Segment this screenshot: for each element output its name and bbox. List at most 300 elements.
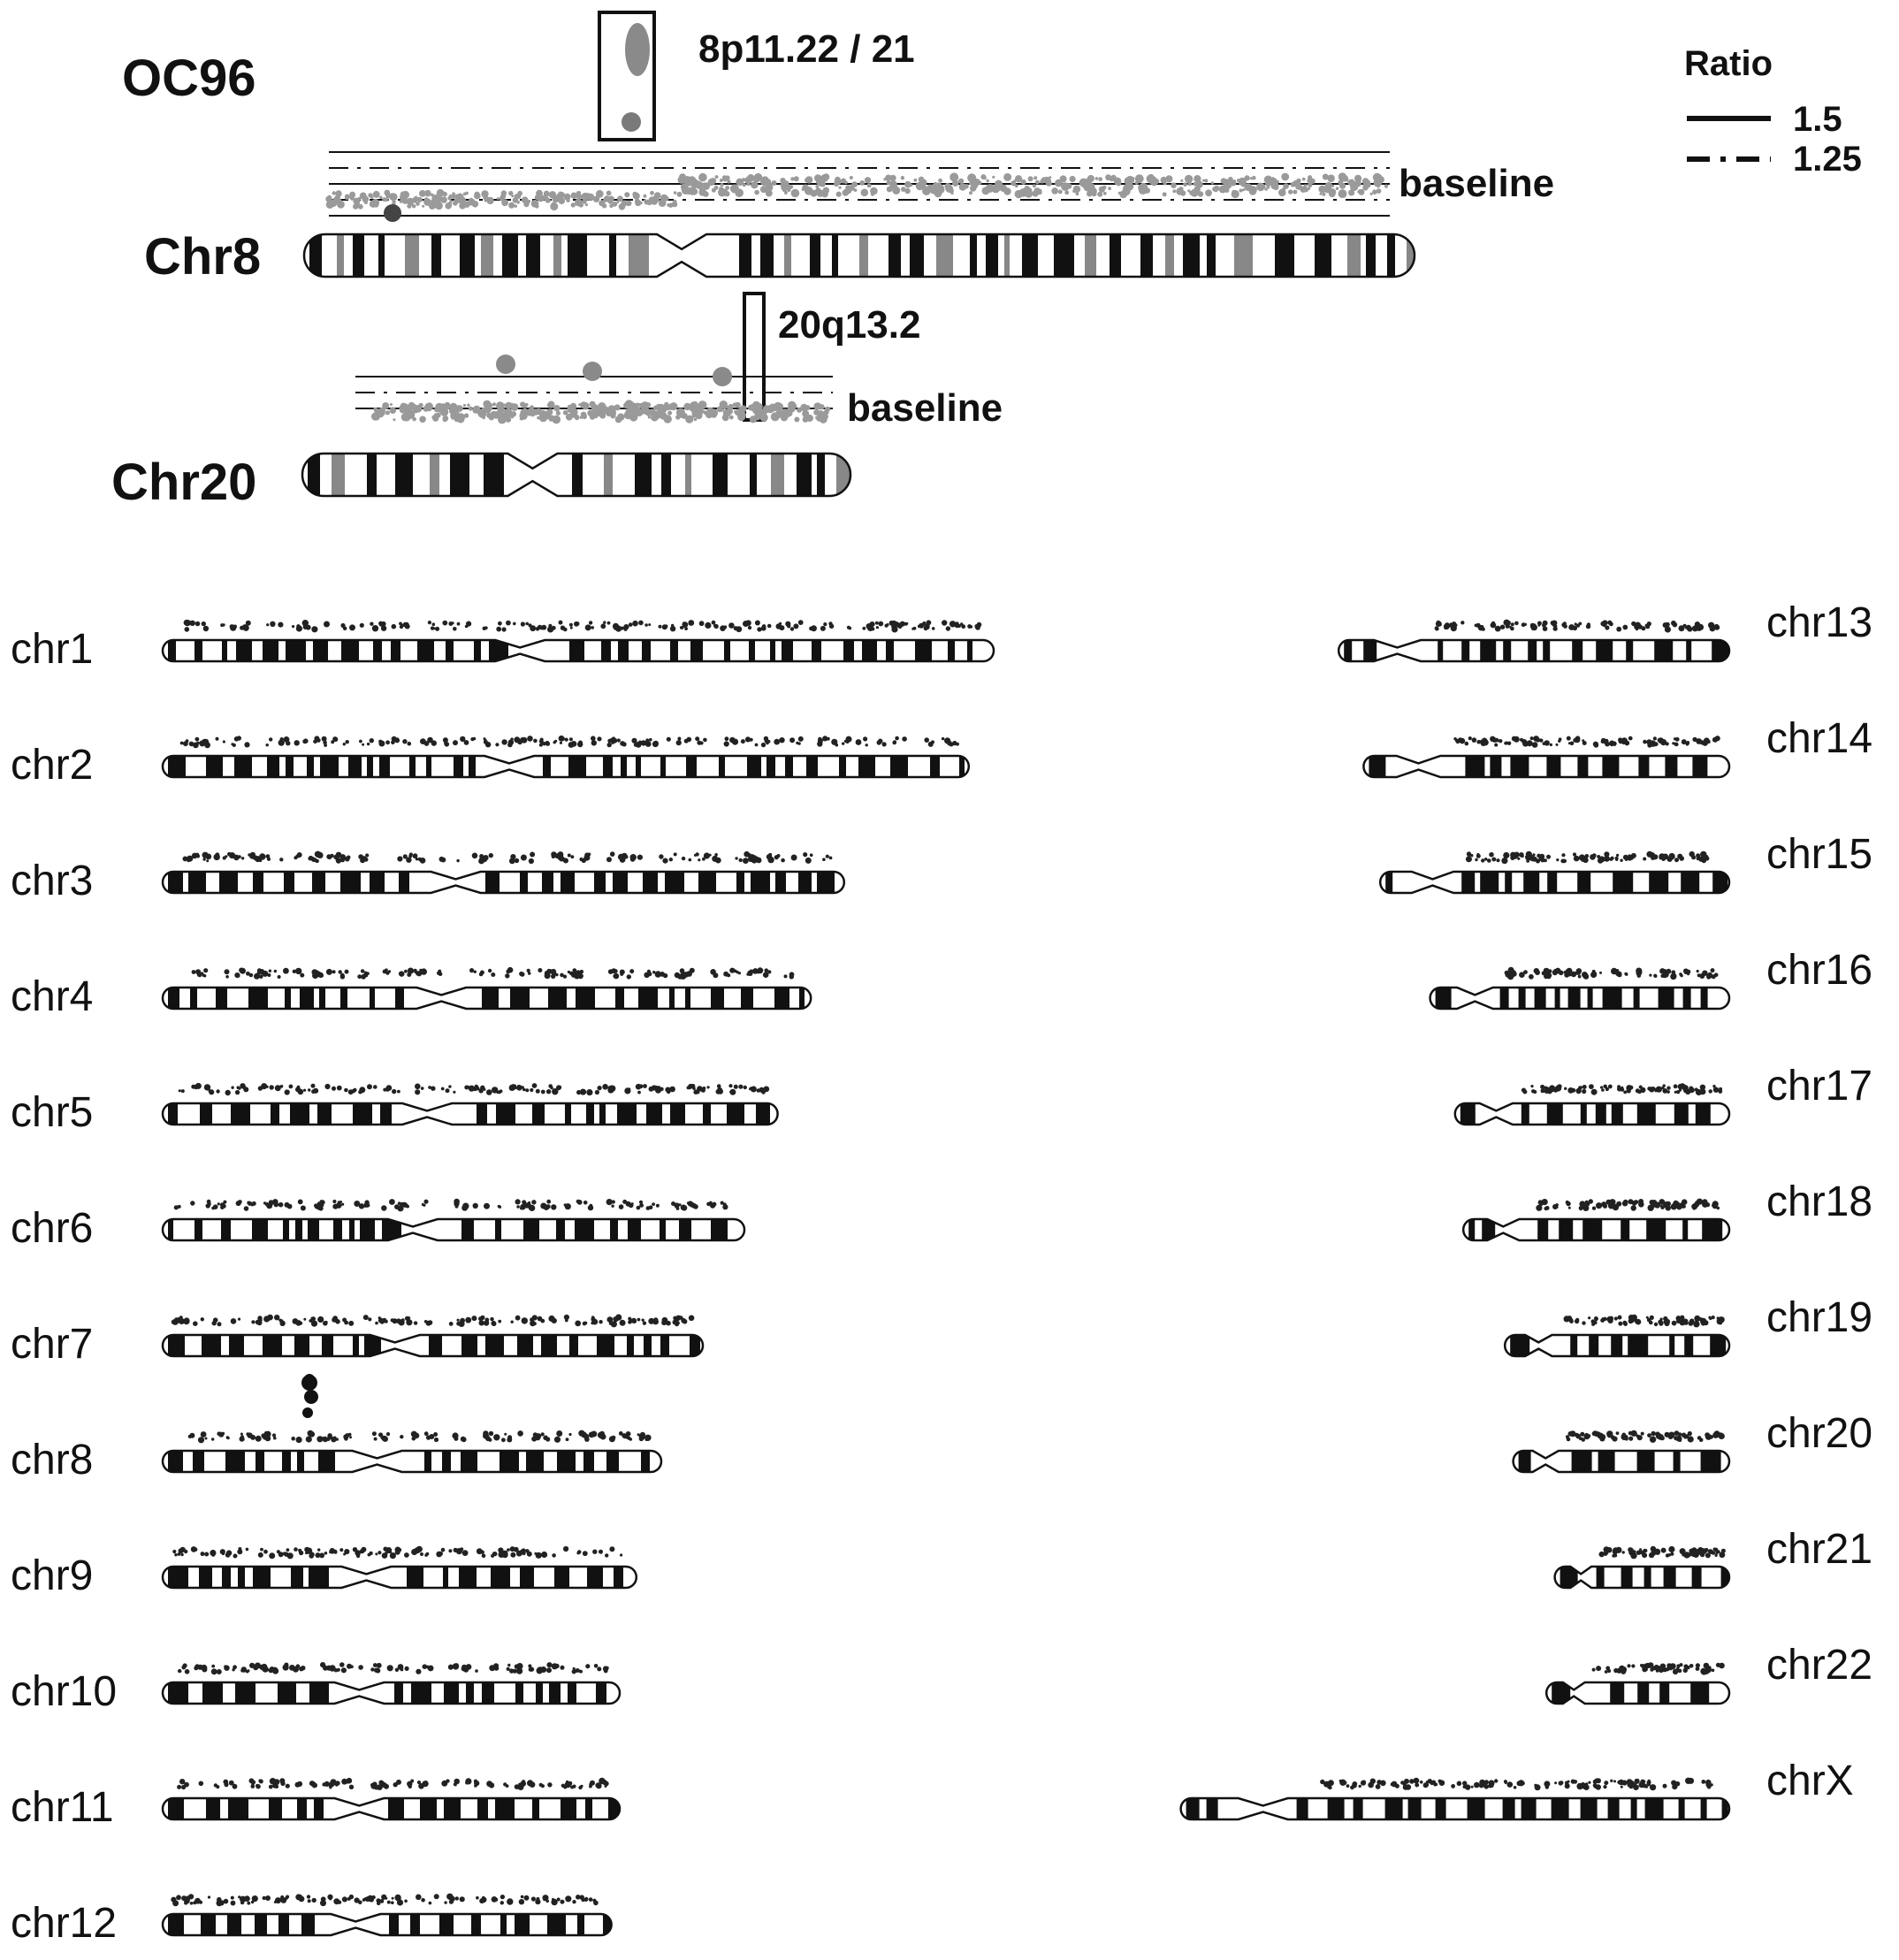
overview-chr8-probe [272,1433,276,1437]
overview-chr2-probe [501,739,507,744]
overview-chr14-probe [1505,742,1507,744]
overview-chr5-probe [643,1084,647,1088]
overview-chr10-band [444,1682,459,1704]
overview-chr3-probe [403,854,408,858]
overview-chr1-probe [967,624,972,629]
overview-chr7-band [597,1335,614,1356]
overview-chr20-probe [1628,1437,1633,1441]
overview-chr11-probe [408,1785,412,1788]
overview-chr6-band [711,1219,728,1240]
overview-chr2-band [930,756,940,777]
overview-chr3-probe [362,856,366,860]
overview-chr16-probe [1670,973,1676,980]
overview-chr14-probe [1558,740,1560,743]
chr20-detail-probe [457,413,464,420]
overview-chr15-band [1547,872,1557,893]
overview-chr6-probe [649,1205,653,1209]
overview-chr2-band [469,756,476,777]
overview-chr20-probe [1570,1430,1576,1437]
overview-chr14-band [1546,756,1560,777]
overview-chr20-band [1572,1451,1592,1472]
overview-chr1-probe [530,625,536,631]
overview-chr10-probe [594,1664,599,1668]
overview-chrX-band [1701,1798,1707,1819]
overview-chr6-probe [656,1204,660,1208]
chr8-region-label: 8p11.22 / 21 [698,27,915,71]
overview-chr9-probe [516,1551,522,1557]
overview-chr3-band [399,872,409,893]
overview-chr2-band [719,756,725,777]
overview-chr8-probe [488,1438,492,1442]
chr8-detail-probe [1117,181,1121,186]
overview-chr5-probe [332,1087,336,1091]
overview-chr16-band [1436,988,1452,1009]
overview-chr12-probe [492,1896,498,1903]
overview-chr1-probe [638,621,644,626]
overview-chr18-probe [1536,1205,1542,1211]
overview-chr4-band [395,988,404,1009]
overview-chr10-probe [529,1667,533,1672]
overview-chr12-probe [482,1896,484,1899]
chr8-detail-probe [781,181,789,189]
overview-chr5-probe [308,1088,310,1091]
overview-chr7-band [322,1335,333,1356]
overview-chr19-probe [1569,1319,1574,1323]
overview-chr17-probe [1582,1085,1587,1089]
overview-chr1-band [915,640,932,661]
overview-chr11-probe [370,1783,377,1789]
chr8-detail-band [481,234,493,277]
chr20-detail-ideogram [302,454,857,496]
overview-chr2-band [603,756,613,777]
overview-chr2-band [409,756,416,777]
overview-chr3-probe [826,855,829,858]
overview-chr12-band [168,1914,184,1935]
overview-chr5-probe [311,1089,316,1094]
overview-chr1-probe [862,627,866,630]
chr8-detail-probe [650,191,654,195]
overview-chr13-probe [1569,625,1574,629]
chr20-detail-probe [699,413,702,416]
overview-chrX-probe [1494,1779,1498,1782]
overview-chr14-probe [1628,736,1633,741]
overview-chr1-band [263,640,278,661]
chr20-detail-band [484,454,504,496]
chr8-detail-probe [970,185,976,191]
overview-chr7-probe [449,1322,454,1326]
chr8-detail-probe [901,176,904,179]
overview-chr5-probe [225,1090,231,1095]
overview-chr18-probe [1555,1203,1559,1207]
overview-chr8-probe [222,1432,225,1435]
overview-chr6-probe [619,1204,624,1209]
overview-chr4-probe [713,972,718,978]
overview-chr6-probe [381,1205,386,1210]
overview-chr13-probe [1460,621,1464,624]
overview-chr9-probe [620,1553,622,1556]
chr8-detail-probe [839,187,842,189]
overview-chr9-probe [238,1547,241,1551]
overview-chr1-band [948,640,955,661]
overview-chr14-probe [1643,740,1647,744]
overview-chr14-probe [1453,737,1457,741]
overview-chr9-probe [609,1546,614,1552]
overview-chr17-probe [1641,1089,1644,1093]
overview-chr9-band [491,1567,510,1588]
overview-chr21-probe [1715,1554,1718,1557]
overview-chr8-probe [434,1438,439,1442]
overview-chr3-probe [766,854,772,859]
chr8-detail-probe [1302,178,1306,181]
overview-chr4-probe [416,972,422,977]
overview-chr9-band [309,1567,329,1588]
overview-chrX-probe [1565,1782,1568,1786]
chr8-detail-probe [958,179,964,184]
chr8-detail-band [1140,234,1153,277]
overview-chr10-probe [416,1669,421,1674]
overview-chr10-probe [329,1665,335,1671]
overview-chr5-probe [667,1090,671,1094]
overview-chr8-band [297,1451,304,1472]
overview-chrX-probe [1488,1784,1492,1788]
overview-chr13-probe [1506,622,1510,626]
overview-chr3-probe [637,855,643,860]
overview-chr7-probe [538,1316,543,1322]
overview-chr14-band [1369,756,1385,777]
overview-chr11-probe [506,1784,509,1788]
overview-chr6-probe [364,1202,370,1208]
overview-chr15-probe [1501,858,1507,864]
overview-chrX-probe [1663,1784,1667,1788]
chr8-amplified-probe [622,112,641,132]
overview-chr7-band [353,1335,359,1356]
chr8-detail-probe [679,173,686,180]
overview-chr14-probe [1653,744,1656,746]
overview-chr18-band [1621,1219,1629,1240]
overview-chr2-probe [866,744,868,746]
overview-chr12-label: chr12 [11,1900,118,1947]
overview-chr5-band [477,1103,487,1125]
overview-chr12-probe [519,1899,524,1904]
overview-chr9-probe [456,1548,462,1554]
overview-chr12-probe [355,1897,360,1903]
overview-chr12-probe [278,1898,281,1901]
overview-chr19-probe [1718,1316,1724,1323]
overview-chr13-band [1626,640,1633,661]
overview-chr9-probe [339,1548,343,1552]
overview-chr10-probe [513,1669,517,1674]
overview-chr15-probe [1540,858,1544,862]
overview-chr2-probe [895,736,899,741]
overview-chr10-probe [194,1666,197,1668]
overview-chr5-probe [415,1084,421,1090]
chr8-detail-band [1387,234,1395,277]
chr8-detail-probe [1252,176,1256,180]
overview-chr9-probe [233,1554,238,1559]
overview-chr19 [1505,1294,1872,1356]
overview-chr4-label: chr4 [11,973,94,1020]
overview-chr12-band [500,1914,507,1935]
chr8-detail-probe [1098,177,1102,181]
overview-chr8-probe [201,1431,207,1438]
chr8-detail-probe [1281,173,1289,181]
overview-chr11-probe [465,1778,471,1784]
genome-overview-left-column [11,620,994,1947]
overview-chr1-band [168,640,176,661]
overview-chr7-probe [591,1319,598,1325]
overview-chr12-probe [199,1901,202,1904]
chr8-detail-probe [1034,187,1041,194]
chr8-detail-probe [867,183,872,187]
overview-chr20-band [1519,1451,1531,1472]
overview-chr1-band [967,640,972,661]
overview-chr22-probe [1678,1669,1682,1674]
overview-chr9-probe [502,1551,508,1557]
chr8-detail-probe [1064,190,1069,194]
overview-chr11-probe [489,1782,494,1788]
overview-chr10-probe [289,1665,293,1668]
overview-chr14-probe [1621,738,1626,744]
overview-chr16-probe [1594,972,1598,975]
overview-chr1-probe [296,625,302,631]
overview-chr3-probe [330,854,333,858]
overview-chr21-probe [1613,1554,1617,1558]
chr20-detail-probe [440,403,446,409]
overview-chr17-band [1612,1103,1623,1125]
overview-chr3-probe [810,853,813,857]
overview-chr14-band [1510,756,1529,777]
overview-chr20-band [1598,1451,1615,1472]
overview-chr7-band [644,1335,652,1356]
overview-chr13-band [1572,640,1582,661]
overview-chr9-probe [481,1551,484,1554]
overview-chr1-probe [743,621,749,627]
overview-chr17-probe [1709,1089,1712,1093]
chr8-detail-probe [667,203,670,207]
overview-chr14-probe [1556,744,1559,746]
overview-chr3-band [253,872,263,893]
overview-chr21-probe [1683,1552,1689,1558]
overview-chr1-probe [670,626,675,631]
overview-chr19-probe [1672,1321,1677,1326]
overview-chr21-probe [1642,1552,1647,1558]
overview-chr9-probe [385,1547,392,1553]
overview-chr1-probe [629,622,633,627]
overview-chr5-probe [602,1084,608,1090]
overview-chr1-probe [728,622,735,629]
overview-chr6-probe [301,1206,306,1211]
overview-chr14-probe [1582,741,1587,745]
overview-chr12-probe [194,1901,198,1904]
chr20-detail-probe [492,402,496,406]
overview-chr14-probe [1686,743,1689,745]
overview-chr7-band [429,1335,442,1356]
overview-chr17-probe [1546,1090,1549,1093]
overview-chr5-probe [734,1085,738,1089]
chr8-detail-probe [1060,175,1067,182]
overview-chr11-label: chr11 [11,1784,114,1831]
overview-chr8-probe [336,1438,339,1440]
overview-chr4-probe [192,970,196,974]
chr20-detail-probe [428,402,431,406]
overview-chr11-probe [454,1783,457,1786]
overview-chrX-probe [1628,1782,1633,1788]
chr8-detail-probe [327,195,332,200]
overview-chr20-band [1701,1451,1721,1472]
overview-chr11-probe [572,1785,576,1788]
overview-chr11-probe [180,1781,185,1785]
overview-chr12-probe [231,1901,236,1906]
overview-chr5-band [353,1103,372,1125]
overview-chr3-probe [530,852,535,858]
overview-chr17-band [1674,1103,1689,1125]
overview-chr1-probe [448,622,453,626]
overview-chr10-probe [178,1669,181,1673]
overview-chr10-band [568,1682,576,1704]
overview-chr12-probe [171,1897,176,1903]
overview-chr2-band [348,756,362,777]
overview-chr22-probe [1648,1665,1651,1668]
overview-chrX-band [1503,1798,1515,1819]
chr8-detail-probe [423,200,426,202]
overview-chr9-probe [441,1548,446,1552]
overview-chr5-probe [478,1088,483,1093]
overview-chr5-probe [525,1088,529,1092]
chr20-detail-band [572,454,583,496]
chr8-detail-probe [500,194,506,199]
overview-chr5-label: chr5 [11,1089,94,1136]
overview-chr2-band [234,756,252,777]
overview-chr2-band [206,756,223,777]
overview-chr7-band [229,1335,244,1356]
overview-chr4-probe [295,968,301,974]
overview-chr15-probe [1481,858,1484,862]
chr8-detail-probe [1041,177,1048,183]
overview-chr18-probe [1666,1201,1671,1207]
overview-chr7-probe [255,1320,261,1325]
overview-chr5-probe [344,1088,348,1093]
overview-chr2-probe [928,742,934,747]
overview-chr1-band [782,640,793,661]
overview-chr9-band [199,1567,212,1588]
overview-chr5-probe [729,1090,733,1094]
overview-chr12-probe [362,1898,366,1902]
overview-chr1-probe [714,624,719,629]
overview-chr17-bands [1460,1103,1711,1125]
overview-chr1-probe [878,622,883,627]
overview-chr2-band [168,756,186,777]
overview-chr7-band [168,1335,185,1356]
overview-chr8-probe [545,1437,550,1441]
chr8-detail-probe [859,180,865,186]
overview-chr4-band [774,988,789,1009]
overview-chr4-probe [563,975,567,979]
overview-chr12-probe [531,1896,536,1901]
overview-chr10-band [596,1682,606,1704]
overview-chr6 [11,1199,744,1252]
overview-chr1-probe [755,621,760,626]
overview-chr21-probe [1720,1552,1726,1558]
chr20-detail-probe [491,411,497,417]
overview-chr20-probe [1594,1431,1599,1437]
overview-chr1-band [474,640,481,661]
chr8-detail-probe [1028,176,1033,181]
overview-chrX-band [1521,1798,1537,1819]
chr20-detail-probe [511,403,519,411]
overview-chr4-probe [366,972,370,975]
chr8-detail-probe [821,191,828,198]
overview-chr15-probe [1674,858,1679,862]
overview-chr20-probe [1647,1433,1651,1438]
chr8-detail-probe [1103,192,1107,195]
overview-chr5-probe [289,1085,294,1089]
overview-chr9-probe [204,1552,209,1557]
overview-chr4 [11,967,811,1020]
overview-chr2-probe [195,737,200,742]
overview-chr2-probe [761,743,766,747]
overview-chr5-band [599,1103,606,1125]
overview-chr15-probe [1582,858,1588,863]
overview-chr6-probe [722,1204,728,1209]
overview-chr1-probe [324,622,330,628]
chr8-detail-probe [1358,189,1361,193]
chr20-detail-probe [813,402,820,409]
chr8-detail-probe [851,181,858,187]
chr20-detail-probe [794,417,799,423]
overview-chr15-probe [1604,851,1609,857]
overview-chr16-probe [1712,974,1716,979]
overview-chr1-probe [926,626,930,630]
overview-chr4-probe [203,968,208,972]
overview-chr19-probe [1676,1319,1681,1323]
overview-chr3-band [775,872,786,893]
overview-chr8-probe [250,1435,255,1440]
overview-chr19-bands [1510,1335,1726,1356]
overview-chr21-band [1664,1567,1676,1588]
overview-chr21-probe [1661,1548,1666,1553]
overview-chrX-probe [1328,1786,1331,1789]
chr8-detail-probe [1021,179,1026,185]
chr8-detail-probe [1293,190,1297,194]
overview-chr8-probe [591,1431,597,1438]
overview-chr8 [11,1430,661,1483]
overview-chr1-probe [186,622,189,626]
overview-chr21-probe [1708,1549,1712,1553]
overview-chr13-probe [1603,623,1606,627]
chr20-detail-probe [432,416,439,422]
overview-chr17-probe [1533,1090,1537,1094]
overview-chr19-band [1710,1335,1726,1356]
overview-chr1-band [812,640,821,661]
overview-chr9-probe [258,1552,263,1558]
overview-chr8-probe [639,1437,644,1441]
overview-chr10-probe [211,1665,215,1668]
overview-chr16-probe [1683,969,1688,973]
overview-chr10-probe [428,1666,432,1670]
chr20-elevated-probe-2 [583,362,602,381]
overview-chr9-probe [283,1552,286,1555]
overview-chr3-band [643,872,658,893]
chr8-detail-probe [571,202,576,207]
overview-chrX-probe [1534,1784,1537,1787]
overview-chr3-probe [805,858,812,864]
overview-chr15-probe [1652,854,1658,859]
chr8-detail-probe [337,201,345,209]
chr8-detail-probe [710,178,716,184]
overview-chr3-probe [568,854,571,858]
overview-chr21-probe [1668,1546,1674,1552]
overview-chr5-probe [637,1091,641,1094]
